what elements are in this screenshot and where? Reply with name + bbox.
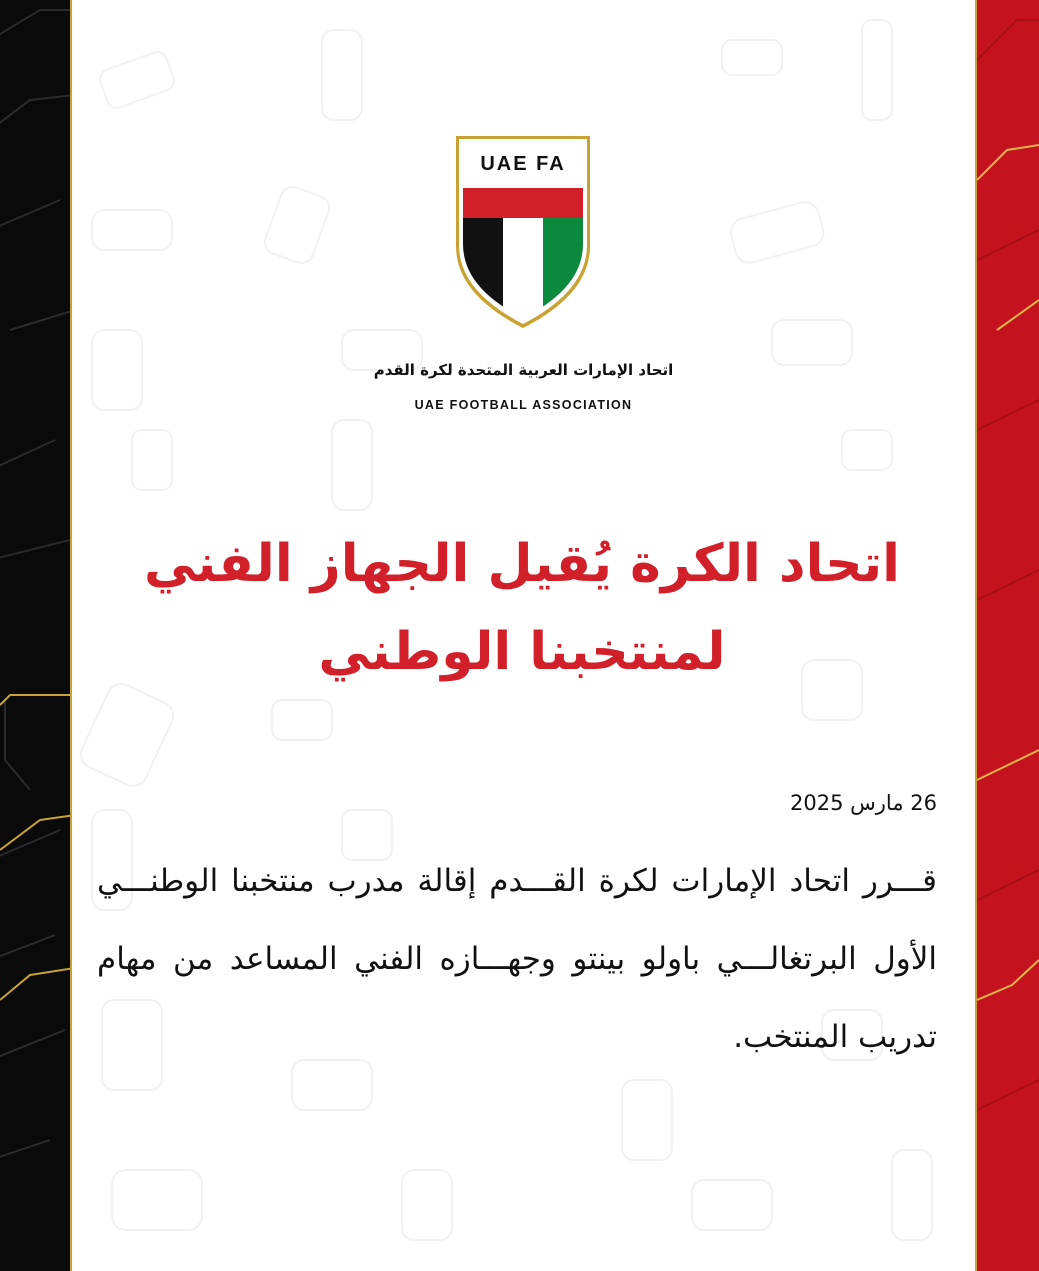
- uae-fa-shield-logo-icon: [454, 136, 592, 328]
- announcement-body: قـــرر اتحاد الإمارات لكرة القـــدم إقالة مدرب منتخبنا الوطنـــي الأول البرتغالـــي باولو بينتو وجهـــازه الفني المساعد من مهام تدريب المنتخب.: [97, 863, 937, 1055]
- announcement-headline: اتحاد الكرة يُقيل الجهاز الفني لمنتخبنا الوطني: [144, 534, 900, 682]
- right-band-pattern: [977, 0, 1039, 1271]
- announcement-date: 26 مارس 2025: [790, 791, 937, 815]
- left-decorative-band: [0, 0, 70, 1271]
- announcement-panel: [72, 0, 975, 1271]
- association-name-arabic: اتحاد الإمارات العربية المتحدة لكرة القدم: [373, 361, 674, 379]
- right-gold-border: [975, 0, 977, 1271]
- left-band-pattern: [0, 0, 70, 1271]
- right-decorative-band: [977, 0, 1039, 1271]
- association-name-english: UAE FOOTBALL ASSOCIATION: [414, 398, 633, 412]
- logo-text: UAE FA: [480, 153, 566, 175]
